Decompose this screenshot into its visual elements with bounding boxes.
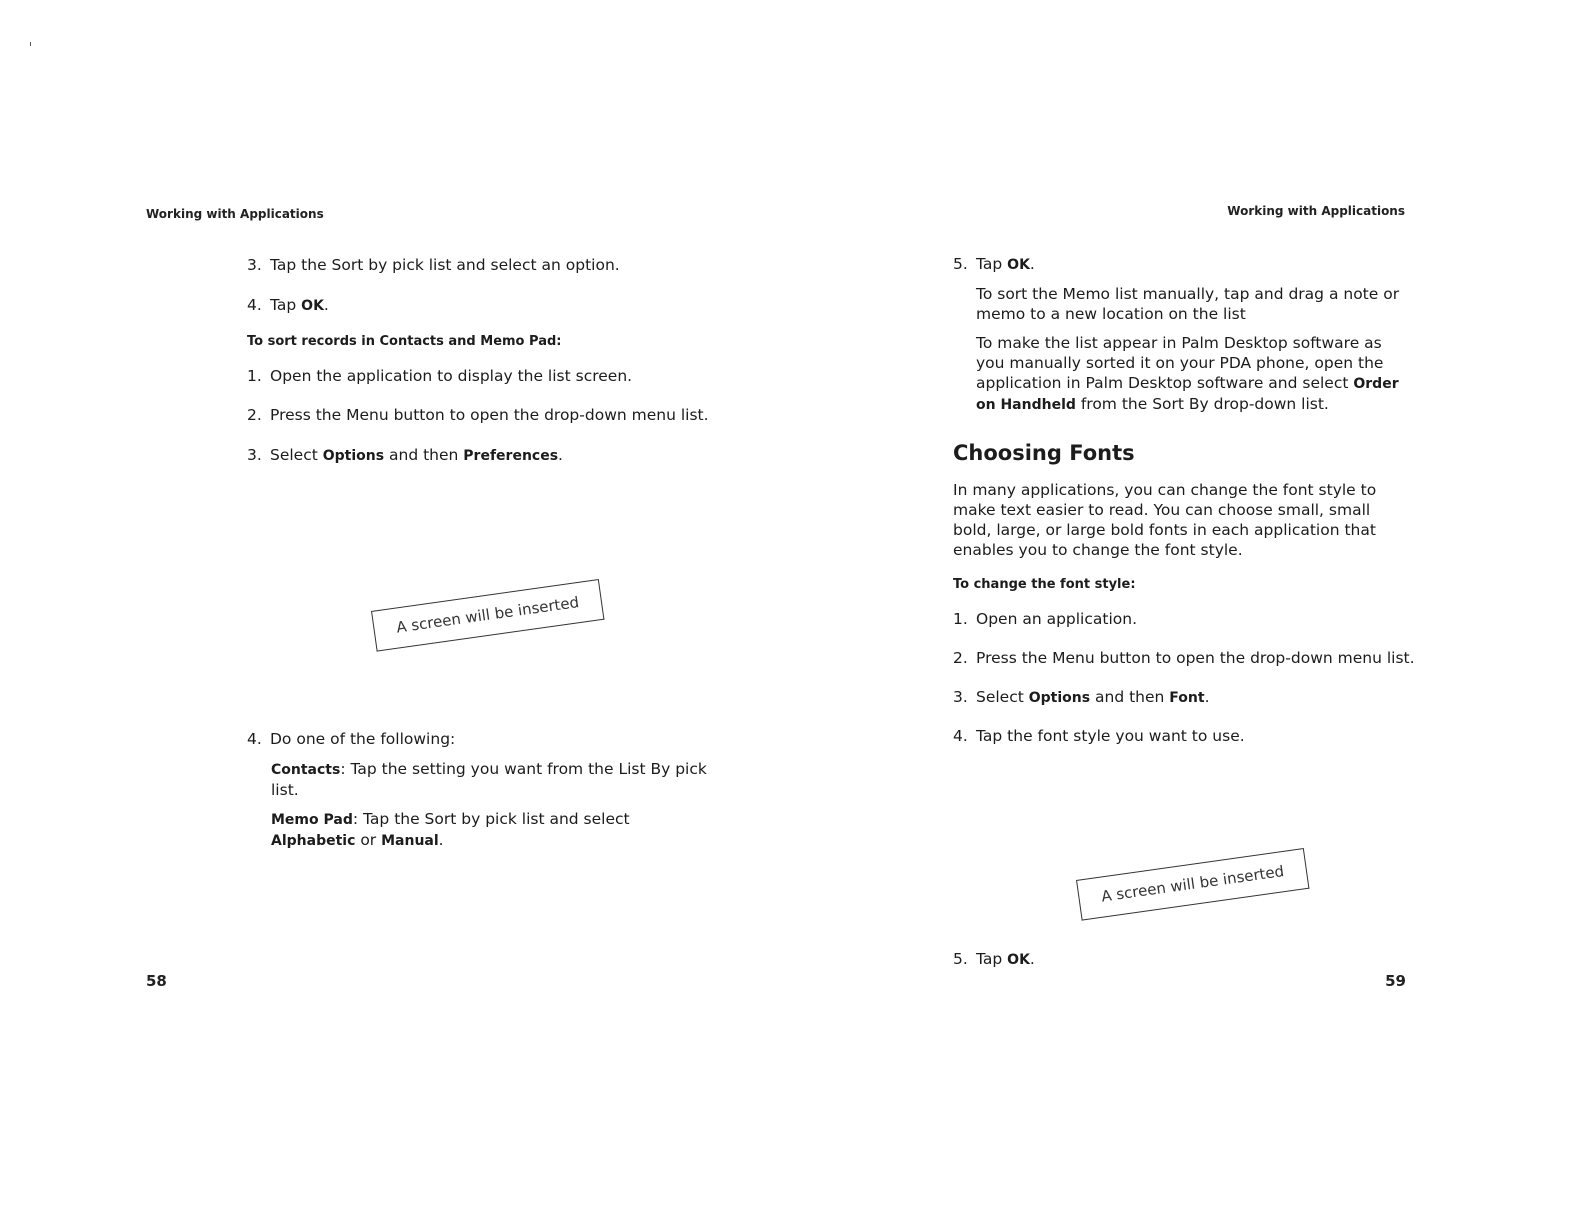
step-keyword-font: Font [1169, 690, 1205, 706]
step-keyword: OK [1007, 257, 1030, 273]
left-contacts-item [271, 759, 711, 800]
step-punct: . [1029, 950, 1035, 968]
palm-text: To make the list appear in Palm Desktop software as you manually sorted it on your PDA phone, open the application in Palm Desktop software and select [976, 334, 1384, 392]
step-text: Tap the font style you want to use. [976, 727, 1245, 745]
memo-text: or [355, 831, 382, 849]
step-keyword-preferences: Preferences [463, 448, 559, 464]
step-punct: . [323, 296, 329, 314]
memo-keyword-manual: Manual [381, 833, 439, 849]
contacts-label: Contacts [271, 762, 341, 778]
step-text: Tap [270, 296, 302, 314]
right-subheading: To change the font style: [953, 577, 1136, 592]
step-text: Select [976, 688, 1029, 706]
right-screen-placeholder: A screen will be inserted [1076, 848, 1309, 921]
step-number: 2. [247, 406, 262, 424]
step-text: Tap [976, 255, 1008, 273]
step-number: 4. [247, 296, 262, 314]
right-step-3-select [953, 687, 1210, 708]
right-step-5-ok-top [953, 254, 1035, 275]
step-punct: . [1029, 255, 1035, 273]
step-number: 1. [953, 610, 968, 628]
palm-keyword: Order on Handheld [976, 376, 1399, 413]
left-step-4-do [247, 729, 455, 749]
left-page-number: 58 [146, 972, 167, 990]
memo-label: Memo Pad [271, 812, 353, 828]
right-step-1-open [953, 609, 1137, 629]
left-step-2-menu [247, 405, 709, 425]
right-page-number: 59 [1385, 972, 1406, 990]
step-text: Press the Menu button to open the drop-down menu list. [270, 406, 709, 424]
step-text: and then [384, 446, 464, 464]
step-number: 5. [953, 255, 968, 273]
step-number: 3. [247, 446, 262, 464]
step-number: 3. [953, 688, 968, 706]
right-step-5-ok-bottom [953, 949, 1035, 970]
memo-text: : Tap the Sort by pick list and select [352, 810, 630, 828]
left-step-1-open [247, 366, 632, 386]
right-para-sort: To sort the Memo list manually, tap and drag a note or memo to a new location on the list [976, 285, 1400, 323]
left-running-head: Working with Applications [146, 207, 324, 221]
left-step-4-ok [247, 295, 329, 316]
right-para-palm [976, 333, 1411, 415]
memo-punct: . [438, 831, 444, 849]
step-keyword: OK [1007, 952, 1030, 968]
left-step-3-sort [247, 255, 620, 275]
step-number: 4. [953, 727, 968, 745]
step-number: 4. [247, 730, 262, 748]
step-number: 3. [247, 256, 262, 274]
step-keyword-options: Options [322, 448, 385, 464]
step-text: Press the Menu button to open the drop-down menu list. [976, 649, 1415, 667]
contacts-text: : Tap the setting you want from the List By pick list. [271, 760, 707, 799]
step-text: Open an application. [976, 610, 1138, 628]
step-keyword-options: Options [1028, 690, 1091, 706]
step-text: and then [1090, 688, 1170, 706]
left-screen-placeholder: A screen will be inserted [371, 579, 604, 652]
right-step-2-menu [953, 648, 1415, 668]
step-punct: . [1204, 688, 1210, 706]
left-memo-item [271, 809, 711, 851]
right-running-head: Working with Applications [1227, 204, 1405, 218]
left-subheading: To sort records in Contacts and Memo Pad: [247, 334, 562, 349]
section-title-choosing-fonts: Choosing Fonts [953, 441, 1135, 465]
right-intro: In many applications, you can change the font style to make text easier to read. You can choose small, small bold, large, or large bold fonts in each application that enables you to change the font style. [953, 481, 1377, 559]
step-text: Tap [976, 950, 1008, 968]
step-text: Do one of the following: [270, 730, 456, 748]
step-number: 2. [953, 649, 968, 667]
step-text: Select [270, 446, 323, 464]
step-text: Open the application to display the list screen. [270, 367, 633, 385]
step-number: 5. [953, 950, 968, 968]
step-keyword: OK [301, 298, 324, 314]
step-punct: . [558, 446, 563, 464]
scan-mark [30, 42, 31, 46]
left-step-3-select [247, 445, 563, 466]
palm-text-end: from the Sort By drop-down list. [1075, 395, 1329, 413]
right-step-4-tap [953, 726, 1245, 746]
memo-keyword-alphabetic: Alphabetic [271, 833, 356, 849]
step-number: 1. [247, 367, 262, 385]
step-text: Tap the Sort by pick list and select an option. [270, 256, 620, 274]
